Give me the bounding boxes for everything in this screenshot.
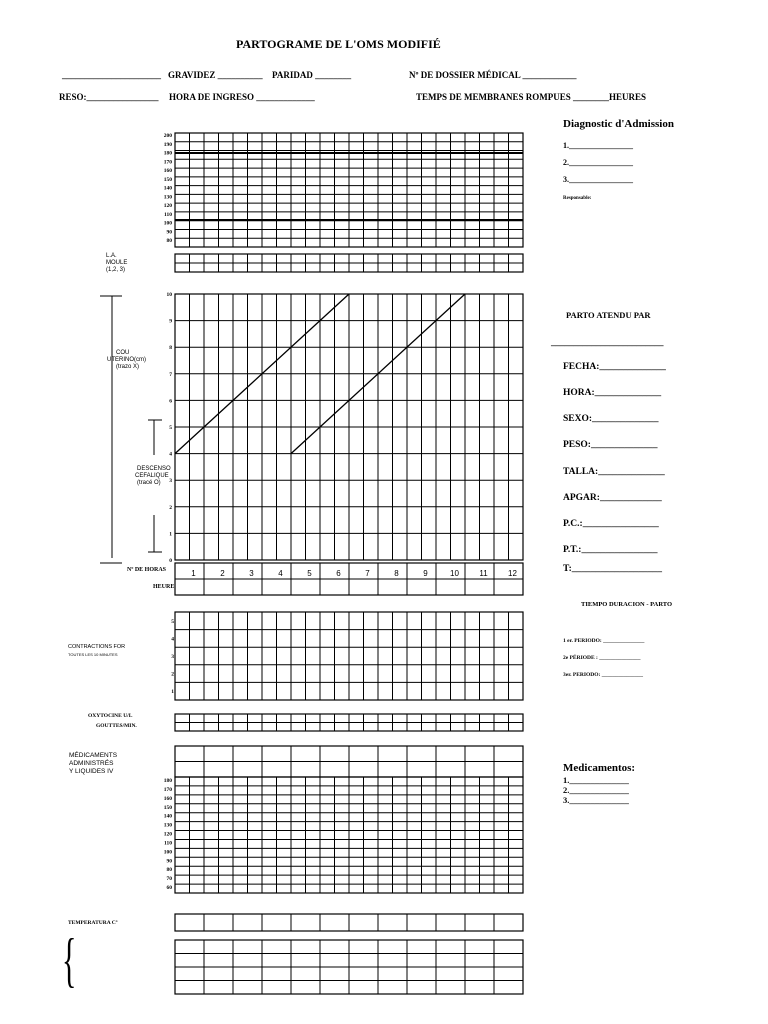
descent-label-2: CEFALIQUE [135,473,169,479]
pc-field[interactable]: P.C.:________________ [563,519,659,529]
peso-field[interactable]: PESO:______________ [563,440,658,450]
contractions-tick: 4 [171,636,174,643]
blood-pressure-tick: 170 [163,786,172,793]
contractions-label: CONTRACTIONS FOR [68,644,126,650]
diagnostic-field-3[interactable]: 3.________________ [563,175,633,184]
fetal-heart-tick: 190 [163,141,172,148]
cervix-tick: 10 [166,292,172,298]
hour-number: 5 [307,569,312,578]
medicaments-label: MÉDICAMENTS [69,752,118,759]
cervix-tick: 3 [169,478,172,485]
cervix-tick: 5 [169,425,172,431]
pt-field[interactable]: P.T.:________________ [563,545,658,555]
contractions-tick: 1 [171,689,174,696]
reso-field[interactable]: RESO:________________ [59,92,159,102]
diagnostic-title: Diagnostic d'Admission [563,118,674,130]
hour-number: 6 [336,569,341,578]
fetal-heart-tick: 120 [163,203,172,210]
moule-label: MOULE [106,260,128,266]
gravidez-field[interactable]: GRAVIDEZ __________ [168,70,263,80]
hour-number: 8 [394,569,399,578]
cervix-tick: 4 [169,451,172,458]
contractions-tick: 5 [171,618,174,625]
descent-label: DESCENSO [137,466,171,472]
periodo-1-field[interactable]: 1 er. PERIODO: _______________ [563,638,645,644]
blood-pressure-tick: 70 [166,876,172,883]
blood-pressure-tick: 90 [166,858,172,865]
contractions-tick: 3 [171,654,174,660]
medicamentos-title: Medicamentos: [563,762,636,774]
cervix-tick: 9 [169,318,172,325]
hora-ingreso-field[interactable]: HORA DE INGRESO _____________ [169,92,315,102]
la-scale-label: (1,2, 3) [106,267,126,273]
cervix-tick: 0 [169,558,172,564]
contractions-tick: 2 [171,671,174,678]
blood-pressure-tick: 100 [163,849,172,856]
descent-trace-label: (tracé O) [137,480,161,486]
fetal-heart-tick: 130 [163,194,172,201]
hour-number: 7 [365,569,370,578]
medicamento-field-3[interactable]: 3.______________ [563,795,629,805]
hours-label: Nº DE HORAS [127,567,166,573]
hour-number: 3 [249,569,254,578]
gouttes-label: GOUTTES/MIN. [96,723,137,729]
cervix-unit-label: UTERINO(cm) [107,357,146,363]
fetal-heart-tick: 90 [166,229,172,236]
fetal-heart-tick: 140 [163,185,172,192]
fetal-heart-tick: 180 [163,150,172,157]
fetal-heart-tick: 170 [163,159,172,166]
blood-pressure-tick: 110 [164,840,172,847]
liquides-label: Y LIQUIDES IV [69,768,114,775]
t-field[interactable]: T:___________________ [563,564,663,574]
temperature-label: TEMPERATURA Cº [68,920,118,926]
medicamento-field-1[interactable]: 1.______________ [563,775,629,785]
parto-attendant-field[interactable]: _________________________ [551,337,664,347]
brace-symbol: { [62,927,77,993]
fetal-heart-tick: 100 [163,220,172,227]
fecha-field[interactable]: FECHA:______________ [563,362,666,372]
hour-number: 4 [278,569,283,578]
fetal-heart-tick: 200 [163,133,172,139]
apgar-field[interactable]: APGAR:_____________ [563,493,662,503]
tiempo-duracion-title: TIEMPO DURACION - PARTO [581,601,673,608]
diagnostic-field-1[interactable]: 1.________________ [563,141,633,150]
paridad-field[interactable]: PARIDAD ________ [272,70,352,80]
cervix-tick: 1 [169,531,172,538]
blood-pressure-tick: 140 [163,813,172,820]
administres-label: ADMINISTRÉS [69,760,114,767]
hour-number: 9 [423,569,428,578]
cervix-tick: 8 [169,345,172,352]
sexo-field[interactable]: SEXO:______________ [563,414,659,424]
blood-pressure-tick: 130 [163,822,172,829]
oxytocine-label: OXYTOCINE U/L [88,713,133,719]
hour-number: 12 [508,569,517,578]
blood-pressure-tick: 60 [166,885,172,892]
heure-label: HEURE [153,584,175,590]
membranes-field[interactable]: TEMPS DE MEMBRANES ROMPUES ________HEURES [416,92,647,102]
periodo-3-field[interactable]: 3er. PERIODO: _______________ [563,672,644,678]
hour-number: 11 [479,569,488,578]
blood-pressure-tick: 80 [166,867,172,874]
fetal-heart-tick: 150 [163,176,172,183]
blood-pressure-tick: 150 [163,804,172,811]
fetal-heart-tick: 110 [164,211,172,218]
dossier-field[interactable]: Nº DE DOSSIER MÉDICAL ____________ [409,70,577,80]
cervix-tick: 7 [169,371,172,378]
hour-number: 2 [220,569,225,578]
hour-number: 1 [191,569,196,578]
cervix-label: COU [116,350,130,356]
medicamento-field-2[interactable]: 2.______________ [563,785,629,795]
cervix-tick: 2 [169,504,172,511]
diagnostic-field-2[interactable]: 2.________________ [563,158,633,167]
blood-pressure-tick: 120 [163,831,172,838]
blood-pressure-tick: 160 [163,795,172,802]
talla-field[interactable]: TALLA:______________ [563,467,665,477]
la-label: L.A. [106,253,117,259]
cervix-trace-label: (trazo X) [116,364,140,370]
hour-number: 10 [450,569,459,578]
fetal-heart-tick: 160 [163,168,172,175]
fetal-heart-tick: 80 [166,238,172,245]
name-field[interactable]: ______________________ [62,70,161,80]
page-title: PARTOGRAME DE L'OMS MODIFIÉ [236,37,441,51]
cervix-tick: 6 [169,398,172,405]
responsable-label: Responsable: [563,196,592,201]
periodo-2-field[interactable]: 2e PÉRIODE : _______________ [563,655,641,661]
hora-field[interactable]: HORA:______________ [563,388,662,398]
parto-title: PARTO ATENDU PAR [566,310,651,320]
blood-pressure-tick: 180 [163,778,172,784]
contractions-sub-label: TOUTES LES 10 MINUTES [68,652,118,657]
